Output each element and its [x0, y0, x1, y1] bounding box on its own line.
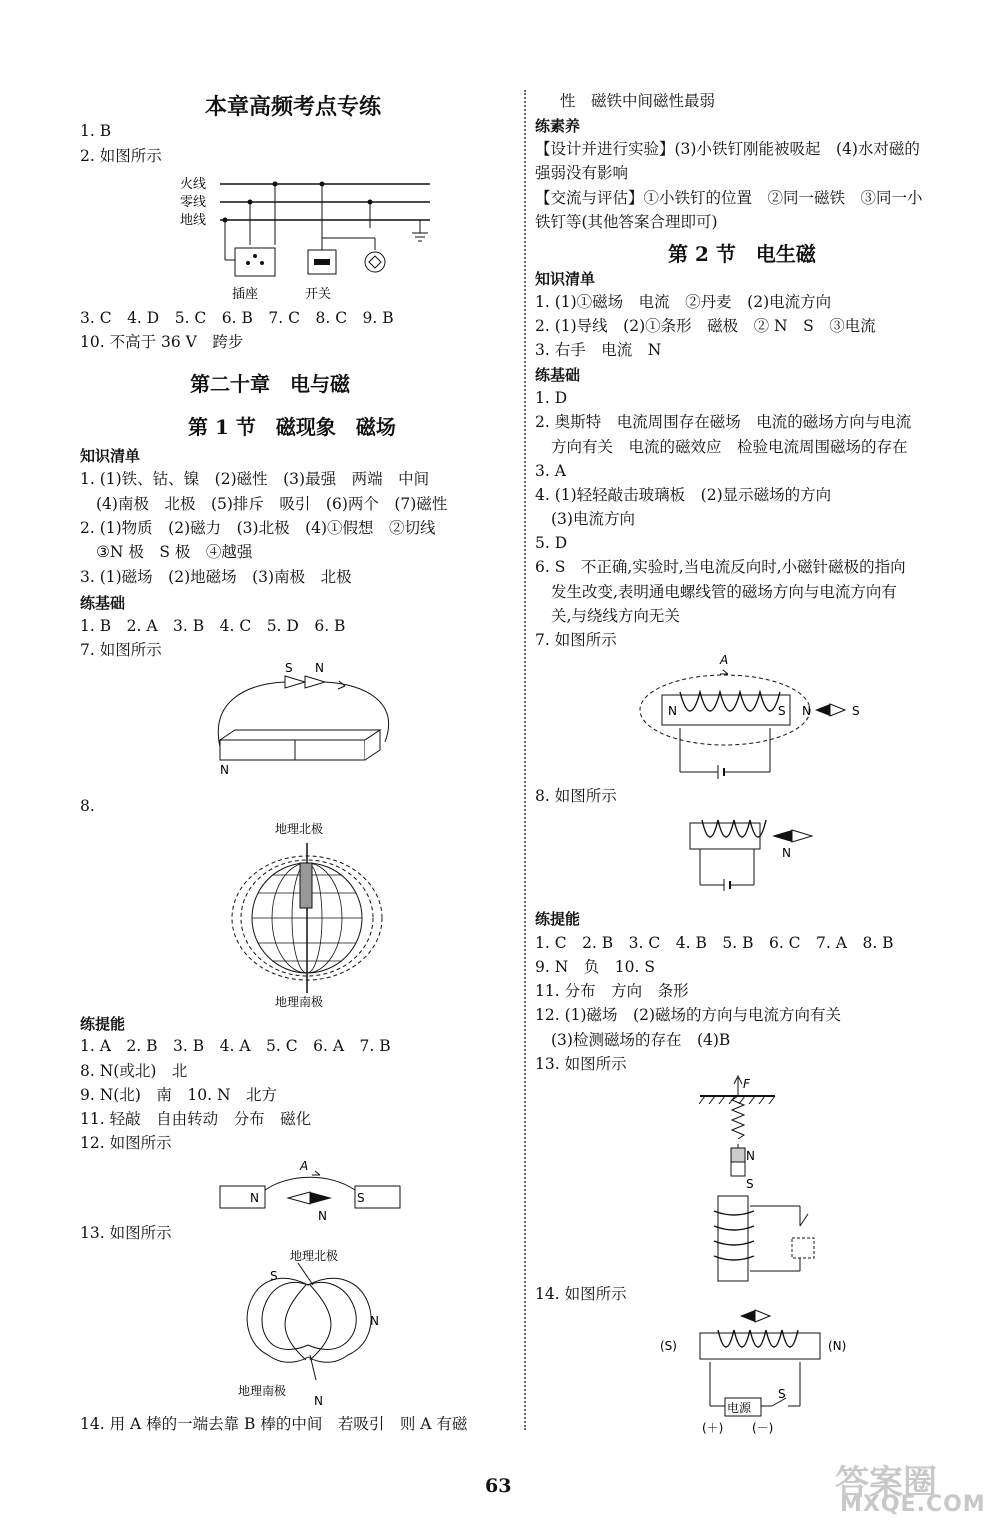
watermark-logo: 答案圈: [835, 1463, 937, 1503]
answer-line: 13. 如图所示: [535, 1055, 627, 1073]
geo-north-label: 地理北极: [275, 822, 324, 836]
answer-line: 5. D: [535, 534, 568, 552]
answer-line: 14. 用 A 棒的一端去靠 B 棒的中间 若吸引 则 A 有磁: [80, 1415, 468, 1433]
compass-s-label: S: [270, 1269, 278, 1283]
column-divider: [524, 90, 526, 1430]
answer-line: 13. 如图所示: [80, 1224, 172, 1242]
magnet-n-label: N: [250, 1191, 259, 1205]
basic-heading: 练基础: [535, 366, 581, 384]
earth-magnetic-field-figure: [220, 818, 400, 1008]
two-magnets-figure: [220, 1158, 400, 1223]
plus-terminal-label: (＋): [702, 1421, 724, 1435]
answer-line: 7. 如图所示: [535, 631, 617, 649]
geo-south-label: 地理南极: [275, 995, 324, 1009]
answer-line: 11. 分布 方向 条形: [535, 982, 689, 1000]
answer-line: 3. 右手 电流 N: [535, 341, 662, 359]
answer-line: 11. 轻敲 自由转动 分布 磁化: [80, 1110, 312, 1128]
compass-n-bottom-label: N: [314, 1394, 323, 1408]
answer-line: 强弱没有影响: [535, 164, 629, 182]
geo-south-label: 地理南极: [238, 1384, 287, 1398]
solenoid-s-label: S: [778, 704, 786, 718]
answer-line: 性 磁铁中间磁性最弱: [560, 92, 716, 110]
answer-line: 3. C 4. D 5. C 6. B 7. C 8. C 9. B: [80, 309, 394, 327]
chapter-practice-title: 本章高频考点专练: [205, 95, 382, 120]
solenoid-n-label: N: [668, 704, 677, 718]
answer-line: 7. 如图所示: [80, 641, 162, 659]
answer-line: (3)电流方向: [551, 510, 635, 528]
solenoid-s-label: (S): [660, 1339, 677, 1353]
answer-line: 10. 不高于 36 V 跨步: [80, 333, 244, 351]
answer-line: 9. N 负 10. S: [535, 958, 655, 976]
answer-line: 3. (1)磁场 (2)地磁场 (3)南极 北极: [80, 568, 352, 586]
needle-n-label: N: [802, 704, 811, 718]
improve-heading: 练提能: [535, 910, 581, 928]
compass-s-label: S: [285, 661, 293, 675]
answer-line: 1. C 2. B 3. C 4. B 5. B 6. C 7. A 8. B: [535, 934, 894, 952]
answer-line: 1. (1)①磁场 电流 ②丹麦 (2)电流方向: [535, 293, 832, 311]
answer-line: (3)检测磁场的存在 (4)B: [551, 1031, 731, 1049]
field-a-label: A: [300, 1159, 309, 1173]
answer-line: 8.: [80, 797, 95, 815]
basic-heading: 练基础: [80, 594, 126, 612]
socket-label: 插座: [232, 287, 259, 302]
compass-n-label: N: [315, 661, 324, 675]
page-number: 63: [485, 1475, 512, 1497]
answer-line: 8. 如图所示: [535, 787, 617, 805]
section1-title: 第 1 节 磁现象 磁场: [188, 415, 396, 439]
answer-line: 12. 如图所示: [80, 1134, 172, 1152]
solenoid-n-label: (N): [828, 1339, 847, 1353]
answer-line: 1. B 2. A 3. B 4. C 5. D 6. B: [80, 617, 346, 635]
answer-line: 14. 如图所示: [535, 1285, 627, 1303]
power-supply-label: 电源: [727, 1401, 752, 1415]
earth-field-lines-figure: [228, 1245, 398, 1410]
wiring-diagram: [180, 170, 440, 305]
magnet-s-label: S: [746, 1177, 754, 1191]
solenoid-power-figure: [660, 1308, 865, 1433]
answer-line: 2. 如图所示: [80, 147, 162, 165]
watermark-url: MXQE.COM: [840, 1492, 986, 1517]
answer-line: ③N 极 S 极 ④越强: [96, 543, 253, 561]
solenoid-field-figure: [640, 652, 870, 777]
answer-line: 【交流与评估】①小铁钉的位置 ②同一磁铁 ③同一小: [535, 189, 923, 207]
chapter-title: 第二十章 电与磁: [190, 372, 350, 396]
answer-line: 1. B: [80, 122, 112, 140]
switch-label: 开关: [305, 287, 332, 302]
answer-line: 关,与绕线方向无关: [551, 607, 680, 625]
ground-wire-label: 地线: [180, 213, 207, 228]
answer-line: 2. (1)物质 (2)磁力 (3)北极 (4)①假想 ②切线: [80, 519, 436, 537]
answer-line: 3. A: [535, 462, 566, 480]
answer-line: 铁钉等(其他答案合理即可): [535, 213, 718, 231]
neutral-wire-label: 零线: [180, 195, 207, 210]
switch-s-label: S: [778, 1387, 786, 1401]
answer-line: 6. S 不正确,实验时,当电流反向时,小磁针磁极的指向: [535, 558, 906, 576]
field-a-label: A: [720, 653, 729, 667]
answer-line: 4. (1)轻轻敲击玻璃板 (2)显示磁场的方向: [535, 486, 832, 504]
live-wire-label: 火线: [180, 177, 207, 192]
bar-magnet-figure: [215, 661, 405, 777]
bar-n-label: N: [220, 763, 229, 777]
answer-line: 发生改变,表明通电螺线管的磁场方向与电流方向有: [551, 583, 897, 601]
magnet-n-label: N: [746, 1149, 755, 1163]
answer-line: 方向有关 电流的磁效应 检验电流周围磁场的存在: [551, 438, 908, 456]
compass-n-label: N: [370, 1314, 379, 1328]
force-f-label: F: [743, 1077, 750, 1091]
answer-line: 8. N(或北) 北: [80, 1062, 188, 1080]
spring-solenoid-figure: [700, 1076, 830, 1281]
knowledge-heading: 知识清单: [535, 270, 596, 288]
answer-line: 1. (1)铁、钴、镍 (2)磁性 (3)最强 两端 中间: [80, 470, 430, 488]
solenoid-needle-figure: [690, 815, 840, 890]
answer-line: 1. D: [535, 389, 568, 407]
answer-line: (4)南极 北极 (5)排斥 吸引 (6)两个 (7)磁性: [96, 495, 448, 513]
knowledge-heading: 知识清单: [80, 447, 141, 465]
answer-line: 12. (1)磁场 (2)磁场的方向与电流方向有关: [535, 1006, 841, 1024]
magnet-s-label: S: [357, 1191, 365, 1205]
improve-heading: 练提能: [80, 1015, 126, 1033]
section2-title: 第 2 节 电生磁: [668, 242, 816, 266]
geo-north-label: 地理北极: [290, 1249, 339, 1263]
answer-line: 1. A 2. B 3. B 4. A 5. C 6. A 7. B: [80, 1037, 391, 1055]
answer-line: 【设计并进行实验】(3)小铁钉刚能被吸起 (4)水对磁的: [535, 140, 920, 158]
needle-n-label: N: [782, 846, 791, 860]
answer-line: 9. N(北) 南 10. N 北方: [80, 1086, 278, 1104]
minus-terminal-label: (－): [752, 1421, 774, 1435]
needle-n-label: N: [318, 1209, 327, 1223]
needle-s-label: S: [852, 704, 860, 718]
literacy-heading: 练素养: [535, 117, 581, 135]
answer-line: 2. (1)导线 (2)①条形 磁极 ② N S ③电流: [535, 317, 876, 335]
answer-line: 2. 奥斯特 电流周围存在磁场 电流的磁场方向与电流: [535, 413, 912, 431]
